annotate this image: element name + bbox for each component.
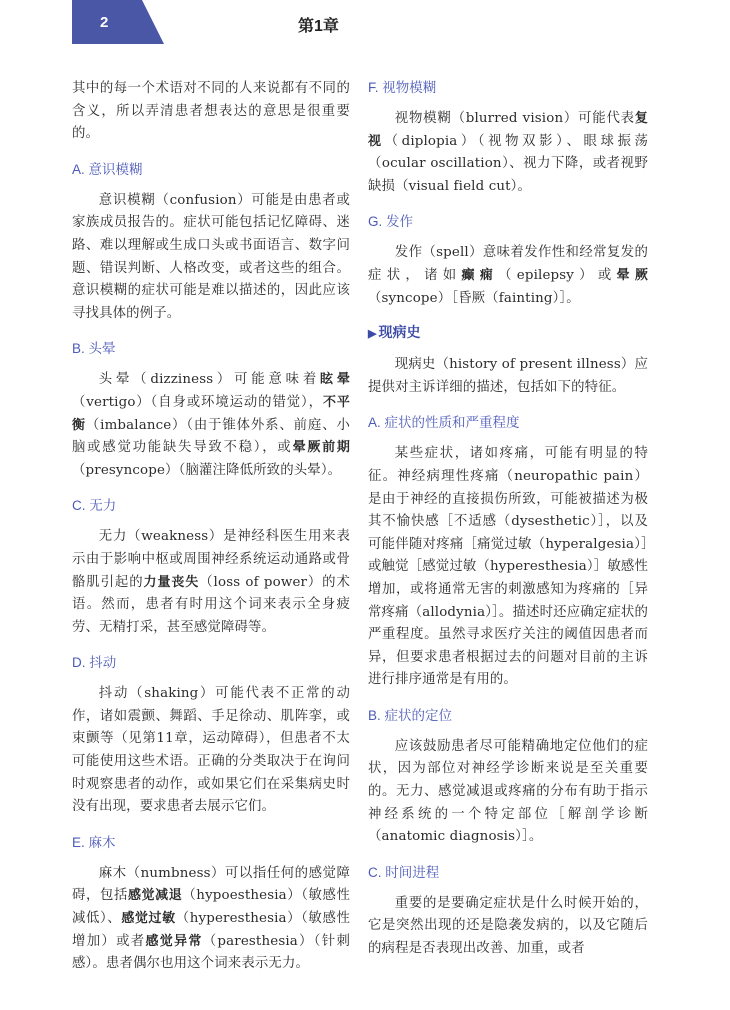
- text-run: （paresthesia）（针刺感）。患者偶尔也用这个词来表示无力。: [72, 933, 350, 972]
- major-heading-present-illness: [368, 322, 648, 344]
- text-run: （syncope）［昏厥（fainting）］。: [368, 290, 580, 306]
- text-run: （vertigo）（自身或环境运动的错觉），: [72, 394, 323, 410]
- paragraph-spell: [368, 242, 648, 310]
- text-run: 视物模糊（blurred vision）可能代表: [394, 111, 635, 126]
- paragraph-time-course: 重要的是要确定症状是什么时候开始的，它是突然出现的还是隐袭发病的，以及它随后的病程是否表现出改善、加重，或者: [368, 895, 648, 957]
- left-column: [72, 78, 350, 986]
- paragraph-present-illness: 现病史（history of present illness）应提供对主诉详细的描述，包括如下的特征。: [368, 357, 648, 395]
- text-run: 头晕（dizziness）可能意味着: [98, 372, 321, 388]
- section-heading-shaking: D. 抖动: [72, 655, 117, 671]
- term-vertigo: 眩晕: [320, 372, 350, 388]
- text-run: 发作（spell）意味着发作性和经常复发的症状，诸如: [368, 245, 648, 283]
- text-run: 麻木（numbness）可以指任何的感觉障碍，包括: [72, 865, 350, 904]
- section-heading-numbness: E. 麻木: [72, 834, 116, 850]
- paragraph-quality-severity: 某些症状，诸如疼痛，可能有明显的特征。神经病理性疼痛（neuropathic pain）是由于神经的直接损伤所致，可能被描述为极其不愉快感［不适感（dysesthetic）］，以及可能伴随对疼痛［痛觉过敏（hyperalgesia）］或触觉［感觉过敏（hyperesthesia）］敏感性增加，或将通常无害的刺激感知为疼痛的［异常疼痛（allodynia）］。描述时还应确定症状的严重程度。虽然寻求医疗关注的阈值因患者而异，但要求患者根据过去的问题对目前的主诉进行排序通常是有用的。: [368, 446, 648, 688]
- section-heading-spell: G. 发作: [368, 214, 414, 230]
- paragraph-shaking: 抖动（shaking）可能代表不正常的动作，诸如震颤、舞蹈、手足徐动、肌阵挛，或束颤等（见第11章，运动障碍），但患者不太可能使用这些术语。正确的分类取决于在询问时观察患者的动作，或如果它们在采集病史时没有出现，要求患者去展示它们。: [72, 686, 350, 815]
- term-syncope: 晕厥: [616, 267, 648, 283]
- text-run: （loss of power）的术语。然而，患者有时用这个词来表示全身疲劳、无精打采，甚至感觉障碍等。: [72, 574, 350, 635]
- header-notch: [142, 0, 164, 44]
- term-loss-of-power: 力量丧失: [143, 574, 200, 590]
- paragraph-dizziness: [72, 369, 350, 482]
- term-presyncope: 晕厥前期: [292, 440, 350, 456]
- text-run: （hyperesthesia）（敏感性增加）或者: [72, 911, 350, 949]
- text-run: （epilepsy）或: [498, 267, 617, 283]
- section-heading-weakness: C. 无力: [72, 498, 117, 514]
- major-heading-text: 现病史: [378, 324, 421, 341]
- term-epilepsy: 癫痫: [461, 267, 499, 283]
- text-run: 无力（weakness）是神经科医生用来表示由于影响中枢或周围神经系统运动通路或骨骼肌引起的: [72, 529, 350, 590]
- chapter-label: 第1章: [298, 18, 339, 35]
- triangle-marker-icon: ▶: [368, 328, 377, 341]
- text-run: （diplopia）（视物双影）、眼球振荡（ocular oscillation）、视力下降，或者视野缺损（visual field cut）。: [368, 133, 648, 194]
- section-heading-time-course: C. 时间进程: [368, 864, 440, 880]
- section-heading-confusion: A. 意识模糊: [72, 161, 143, 177]
- term-diplopia: 复视: [368, 111, 648, 149]
- text-run: （hypoesthesia）（敏感性减低）、: [72, 888, 350, 927]
- right-column: [368, 78, 648, 971]
- section-heading-quality-severity: A. 症状的性质和严重程度: [368, 415, 520, 431]
- paragraph-blurred-vision: [368, 108, 648, 198]
- page-number: 2: [100, 14, 109, 31]
- section-heading-blurred-vision: F. 视物模糊: [368, 80, 437, 95]
- paragraph-localization: 应该鼓励患者尽可能精确地定位他们的症状，因为部位对神经学诊断来说是至关重要的。无力、感觉减退或疼痛的分布有助于指示神经系统的一个特定部位［解剖学诊断（anatomic diagnosis）］。: [368, 738, 648, 845]
- paragraph-weakness: [72, 526, 350, 639]
- text-run: （presyncope）（脑灌注降低所致的头晕）。: [72, 462, 342, 478]
- section-heading-dizziness: B. 头晕: [72, 341, 116, 357]
- section-heading-localization: B. 症状的定位: [368, 707, 453, 723]
- intro-paragraph: 其中的每一个术语对不同的人来说都有不同的含义，所以弄清患者想表达的意思是很重要的。: [72, 81, 350, 142]
- paragraph-numbness: [72, 863, 350, 976]
- term-imbalance: 不平衡: [72, 394, 350, 433]
- text-run: （imbalance）（由于锥体外系、前庭、小脑或感觉功能缺失导致不稳），或: [72, 417, 350, 456]
- term-paresthesia: 感觉异常: [145, 933, 203, 949]
- term-hyperesthesia: 感觉过敏: [121, 911, 176, 927]
- term-hypoesthesia: 感觉减退: [127, 888, 183, 904]
- paragraph-confusion: 意识模糊（confusion）可能是由患者或家族成员报告的。症状可能包括记忆障碍、迷路、难以理解或生成口头或书面语言、数字问题、错误判断、人格改变，或者这些的组合。意识模糊的症状可能是难以描述的，因此应该寻找具体的例子。: [72, 192, 350, 321]
